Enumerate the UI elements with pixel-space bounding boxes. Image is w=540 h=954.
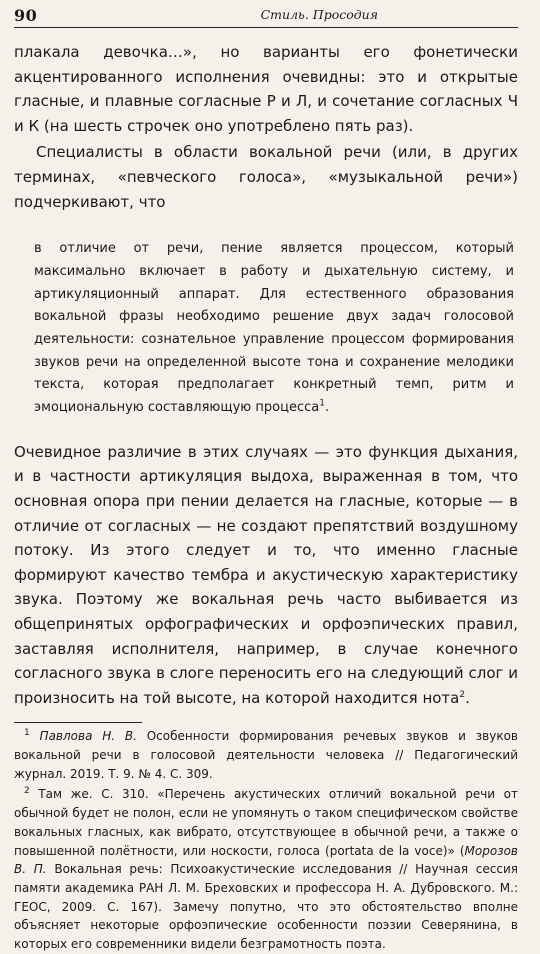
body-paragraph-3-text: Очевидное различие в этих случаях — это функция дыхания, и в частности артикуляция выдоха, выраженная в том, что основная опора при пении делается на гласные, которые — в отличие от согласных — не создают препятствий воздушному потоку. Из этого следует и то, что именно гласные формируют качество тембра и акустическую характеристику звука. Поэтому же вокальная речь часто выбивается из общепринятых орфографических и орфоэпических правил, заставляя исполнителя, например, в случае конечного согласного звука в слоге переносить его на следующий слог и произносить на той высоте, на которой находится нота — [14, 442, 518, 707]
footnote-2-text-after: Вокальная речь: Психоакустические исследования // Научная сессия памяти академика РАН Л. М. Бреховских и профессора Н. А. Дубровского. М.: ГЕОС, 2009. С. 167). Замечу попутно, что это обстоятельство вполне объясняет некоторые орфоэпические особенности поэзии Северянина, в которых его современники видели безграмотность поэта. — [14, 862, 518, 952]
footnote-ref-2: 2 — [459, 689, 466, 700]
body-paragraph-1: плакала девочка…», но варианты его фонетически акцентированного исполнения очевидны: это и открытые гласные, и плавные согласные Р и Л, и сочетание согласных Ч и К (на шесть строчек оно употреблено пять раз). — [14, 43, 518, 135]
running-header — [14, 4, 518, 28]
footnote-2-author: Морозов В. П. — [14, 843, 518, 877]
footnote-2 — [14, 785, 518, 953]
footnote-1-text: Особенности формирования речевых звуков и звуков вокальной речи в голосовой деятельности человека // Педагогический журнал. 2019. Т. 9. № 4. С. 309. — [14, 729, 518, 781]
body-paragraph-2: Специалисты в области вокальной речи (или, в других терминах, «певческого голоса», «музыкальной речи») подчеркивают, что — [14, 143, 518, 211]
body-paragraph-3: Очевидное различие в этих случаях — это функция дыхания, и в частности артикуляция выдоха, выраженная в том, что основная опора при пении делается на гласные, которые — в отличие от согласных — не создают препятствий воздушному потоку. Из этого следует и то, что именно гласные формируют качество тембра и акустическую характеристику звука. Поэтому же вокальная речь часто выбивается из общепринятых орфографических и орфоэпических правил, заставляя исполнителя, например, в случае конечного согласного звука в слоге переносить его на следующий слог и произносить на той высоте, на которой находится нота$^2$. — [14, 442, 518, 707]
page-number: 90 — [14, 6, 38, 25]
footnote-2-text-before: Там же. С. 310. «Перечень акустических отличий вокальной речи от обычной будет не полон, если не упомянуть о таком специфическом свойстве вокальных гласных, как вибрато, отсутствующее в обычной речи, а также о повышенной полётности, или носкости, голоса (portata de la voce)» ( — [14, 787, 518, 858]
footnote-separator — [14, 722, 142, 723]
running-title: Стиль. Просодия — [260, 7, 378, 22]
footnote-ref-1: 1 — [319, 398, 325, 409]
footnote-1 — [14, 727, 518, 783]
footnote-1-mark: 1 — [24, 728, 30, 739]
header-rule — [14, 27, 518, 28]
block-quote-text: в отличие от речи, пение является процессом, который максимально включает в работу и дыхательную систему, и артикуляционный аппарат. Для естественного образования вокальной фразы необходимо решение двух задач голосовой деятельности: сознательное управление процессом формирования звуков речи на определенной высоте тона и сохранение мелодики текста, которая предполагает конкретный темп, ритм и эмоциональную составляющую процесса — [34, 241, 514, 416]
footnote-2-mark: 2 — [24, 786, 30, 797]
footnote-1-author: Павлова Н. В. — [39, 729, 137, 744]
block-quote: в отличие от речи, пение является процессом, который максимально включает в работу и дыхательную систему, и артикуляционный аппарат. Для естественного образования вокальной фразы необходимо решение двух задач голосовой деятельности: сознательное управление процессом формирования звуков речи на определенной высоте тона и сохранение мелодики текста, которая предполагает конкретный темп, ритм и эмоциональную составляющую процесса$^1$. — [34, 241, 514, 416]
